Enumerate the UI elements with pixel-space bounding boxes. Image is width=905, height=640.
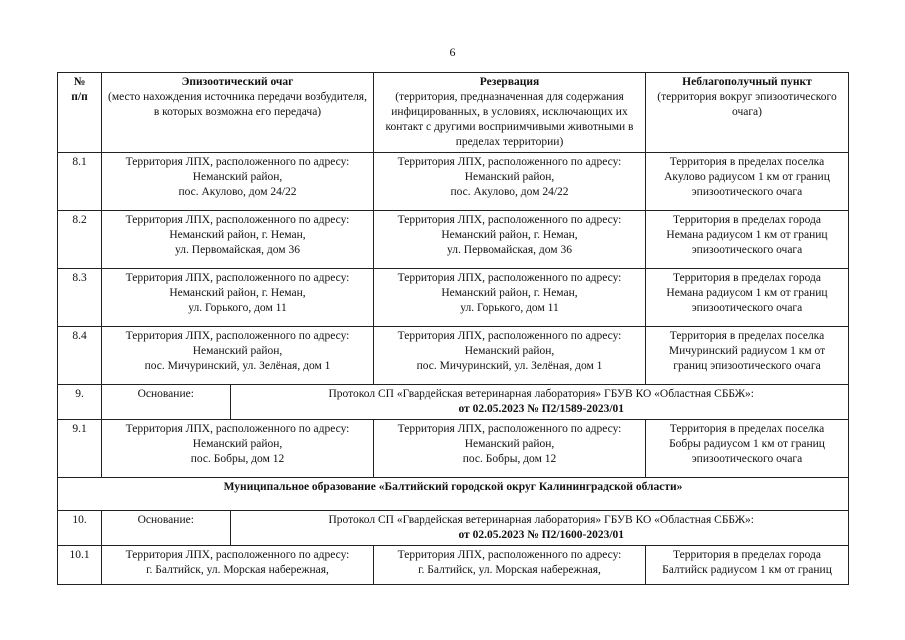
header-unsafe-point: Неблагополучный пункт (территория вокруг эпизоотического очага) (646, 73, 849, 153)
table-row: 9.1 Территория ЛПХ, расположенного по адресу: Неманский район, пос. Бобры, дом 12 Территория ЛПХ, расположенного по адресу: Неманский район, пос. Бобры, дом 12 Территория в пределах поселка Бобры радиусом 1 км от границ эпизоотического очага (58, 420, 849, 478)
table-row: 8.3 Территория ЛПХ, расположенного по адресу: Неманский район, г. Неман, ул. Горького, дом 11 Территория ЛПХ, расположенного по адресу: Неманский район, г. Неман, ул. Горького, дом 11 Территория в пределах города Немана радиусом 1 км от границ эпизоотического очага (58, 269, 849, 327)
table-header-row (58, 73, 849, 153)
header-num: № п/п (58, 73, 102, 153)
basis-row: 10. Основание: Протокол СП «Гвардейская ветеринарная лаборатория» ГБУВ КО «Областная СББЖ»: от 02.05.2023 № П2/1600-2023/01 (58, 511, 849, 546)
header-focus: Эпизоотический очаг (место нахождения источника передачи возбудителя, в которых возможна его передача) (102, 73, 374, 153)
table-row: 8.4 Территория ЛПХ, расположенного по адресу: Неманский район, пос. Мичуринский, ул. Зелёная, дом 1 Территория ЛПХ, расположенного по адресу: Неманский район, пос. Мичуринский, ул. Зелёная, дом 1 Территория в пределах поселка Мичуринский радиусом 1 км от границ эпизоотического очага (58, 327, 849, 385)
table-row: 8.1 Территория ЛПХ, расположенного по адресу: Неманский район, пос. Акулово, дом 24/22 Территория ЛПХ, расположенного по адресу: Неманский район, пос. Акулово, дом 24/22 Территория в пределах поселка Акулово радиусом 1 км от границ эпизоотического очага (58, 153, 849, 211)
table-row: 10.1 Территория ЛПХ, расположенного по адресу: г. Балтийск, ул. Морская набережная, Территория ЛПХ, расположенного по адресу: г. Балтийск, ул. Морская набережная, Территория в пределах города Балтийск радиусом 1 км от границ (58, 546, 849, 585)
page-number: 6 (449, 45, 456, 59)
epizootic-table (57, 72, 849, 585)
basis-row: 9. Основание: Протокол СП «Гвардейская ветеринарная лаборатория» ГБУВ КО «Областная СББЖ»: от 02.05.2023 № П2/1589-2023/01 (58, 385, 849, 420)
table-row: 8.2 Территория ЛПХ, расположенного по адресу: Неманский район, г. Неман, ул. Первомайская, дом 36 Территория ЛПХ, расположенного по адресу: Неманский район, г. Неман, ул. Первомайская, дом 36 Территория в пределах города Немана радиусом 1 км от границ эпизоотического очага (58, 211, 849, 269)
section-heading-row (58, 478, 849, 511)
header-reservation: Резервация (территория, предназначенная для содержания инфицированных, в условиях, исключающих их контакт с другими восприимчивыми животными в пределах территории) (374, 73, 646, 153)
section-title: Муниципальное образование «Балтийский городской округ Калининградской области» (58, 478, 849, 511)
